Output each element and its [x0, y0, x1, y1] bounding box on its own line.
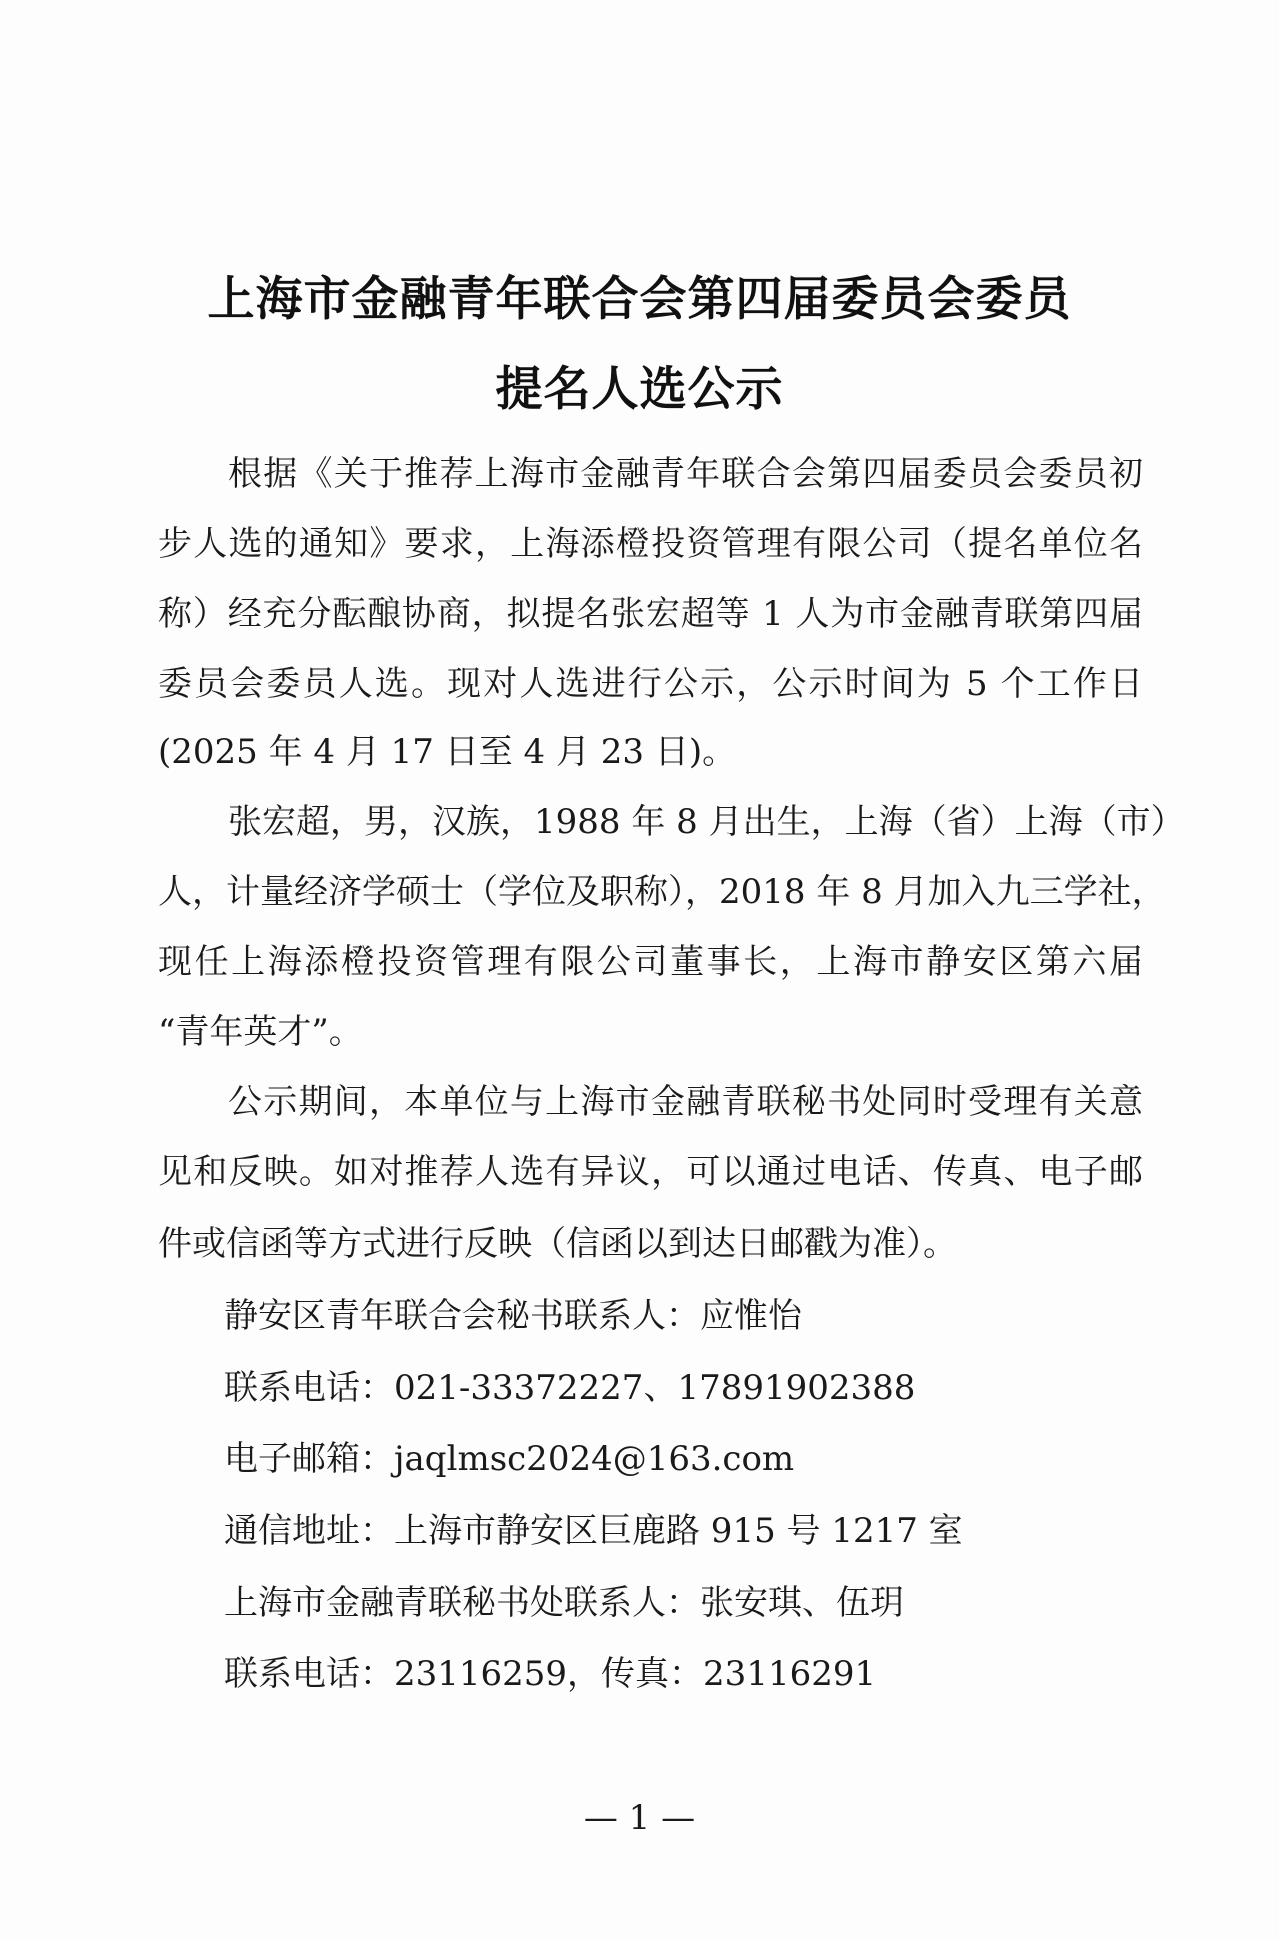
- para3-line-2: 见和反映。如对推荐人选有异议，可以通过电话、传真、电子邮: [158, 1152, 1143, 1192]
- para2-line-4: “青年英才”。: [158, 1012, 363, 1052]
- para1-line-3: 称）经充分酝酿协商，拟提名张宏超等 1 人为市金融青联第四届: [158, 594, 1143, 634]
- document-title-line-1: 上海市金融青年联合会第四届委员会委员: [207, 272, 1072, 327]
- contact-jingan-secretary: 静安区青年联合会秘书联系人：应惟怡: [224, 1296, 802, 1336]
- para1-line-2: 步人选的通知》要求，上海添橙投资管理有限公司（提名单位名: [158, 524, 1143, 564]
- para2-line-1: 张宏超，男，汉族，1988 年 8 月出生，上海（省）上海（市）: [228, 802, 1185, 842]
- para1-line-4: 委员会委员人选。现对人选进行公示，公示时间为 5 个工作日: [158, 664, 1143, 704]
- document-title-line-2: 提名人选公示: [495, 362, 784, 417]
- contact-finance-secretary: 上海市金融青联秘书处联系人：张安琪、伍玥: [224, 1583, 904, 1623]
- para2-line-2: 人，计量经济学硕士（学位及职称），2018 年 8 月加入九三学社，: [158, 872, 1166, 912]
- page-number: — 1 —: [583, 1798, 696, 1838]
- contact-address: 通信地址：上海市静安区巨鹿路 915 号 1217 室: [224, 1511, 963, 1551]
- para3-line-3: 件或信函等方式进行反映（信函以到达日邮戳为准）。: [158, 1224, 957, 1264]
- para2-line-3: 现任上海添橙投资管理有限公司董事长，上海市静安区第六届: [158, 942, 1143, 982]
- contact-jingan-phone: 联系电话：021-33372227、17891902388: [224, 1368, 916, 1408]
- contact-finance-phone-fax: 联系电话：23116259，传真：23116291: [224, 1654, 877, 1694]
- para1-line-1: 根据《关于推荐上海市金融青年联合会第四届委员会委员初: [228, 454, 1143, 494]
- contact-email: 电子邮箱：jaqlmsc2024@163.com: [224, 1439, 795, 1479]
- para1-line-5: (2025 年 4 月 17 日至 4 月 23 日)。: [158, 732, 737, 772]
- para3-line-1: 公示期间，本单位与上海市金融青联秘书处同时受理有关意: [228, 1082, 1143, 1122]
